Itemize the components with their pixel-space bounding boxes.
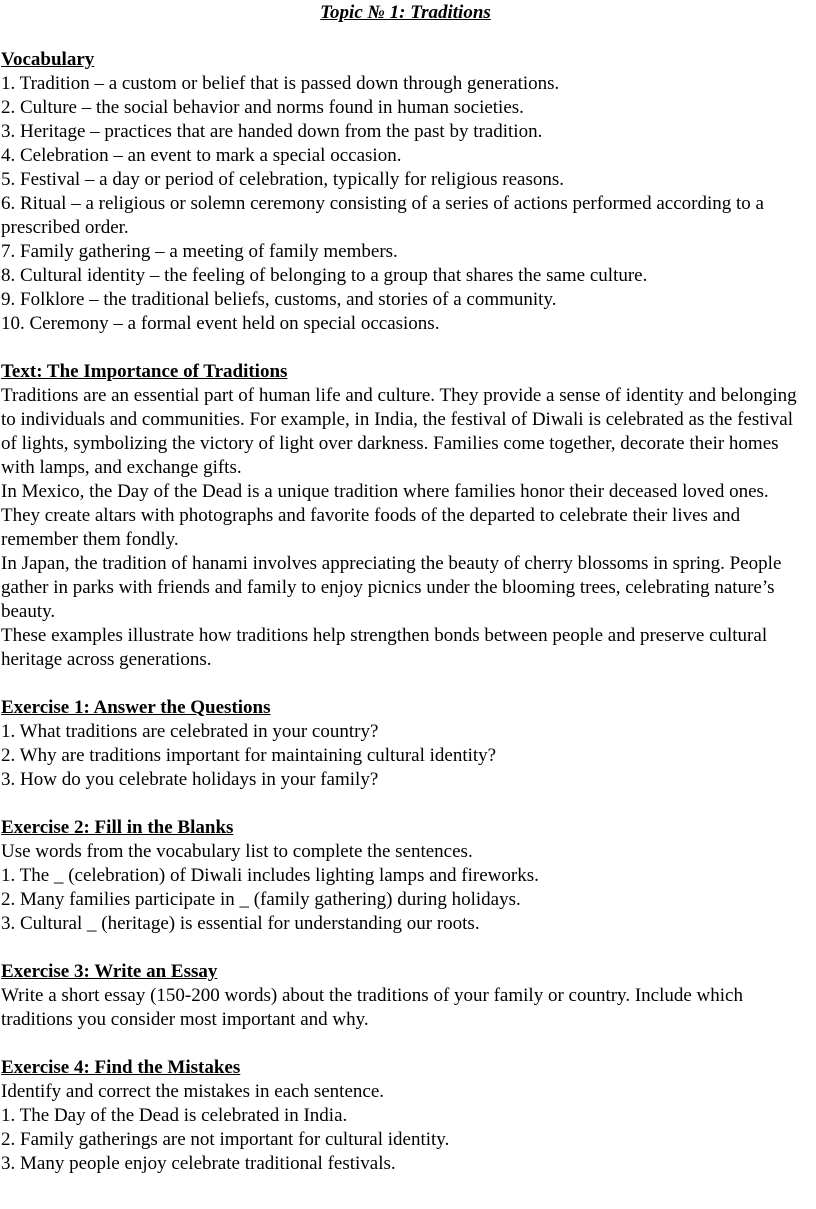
exercise-4-instruction: Identify and correct the mistakes in each sentence. [1,1081,384,1102]
exercise-4-sentence: 3. Many people enjoy celebrate traditional festivals. [1,1153,396,1174]
exercise-1-question: 3. How do you celebrate holidays in your family? [1,769,379,790]
exercise-4-heading: Exercise 4: Find the Mistakes [1,1057,241,1078]
exercise-1-question: 2. Why are traditions important for maintaining cultural identity? [1,745,497,766]
text-paragraph: These examples illustrate how traditions help strengthen bonds between people and preserve cultural heritage across generations. [1,625,768,670]
vocabulary-heading: Vocabulary [1,49,95,70]
exercise-1-heading: Exercise 1: Answer the Questions [1,697,271,718]
vocabulary-item: 8. Cultural identity – the feeling of belonging to a group that shares the same culture. [1,265,648,286]
text-paragraph: In Japan, the tradition of hanami involves appreciating the beauty of cherry blossoms in spring. People gather in parks with friends and family to enjoy picnics under the blooming trees, celebrating nature’s beauty. [1,553,782,622]
exercise-2-section [1,816,810,936]
vocabulary-item: 10. Ceremony – a formal event held on special occasions. [1,313,440,334]
text-paragraph: Traditions are an essential part of human life and culture. They provide a sense of identity and belonging to individuals and communities. For example, in India, the festival of Diwali is celebrated as the festival of lights, symbolizing the victory of light over darkness. Families come together, decorate their homes with lamps, and exchange gifts. [1,385,797,478]
exercise-2-instruction: Use words from the vocabulary list to complete the sentences. [1,841,473,862]
text-heading: Text: The Importance of Traditions [1,361,288,382]
vocabulary-item: 7. Family gathering – a meeting of family members. [1,241,398,262]
text-paragraph: In Mexico, the Day of the Dead is a unique tradition where families honor their deceased loved ones. They create altars with photographs and favorite foods of the departed to celebrate their lives and remember them fondly. [1,481,769,550]
exercise-3-heading: Exercise 3: Write an Essay [1,961,218,982]
vocabulary-item: 1. Tradition – a custom or belief that is passed down through generations. [1,73,560,94]
exercise-3-paragraph: Write a short essay (150-200 words) about the traditions of your family or country. Include which traditions you consider most important and why. [1,985,743,1030]
vocabulary-item: 5. Festival – a day or period of celebration, typically for religious reasons. [1,169,564,190]
vocabulary-item: 3. Heritage – practices that are handed down from the past by tradition. [1,121,543,142]
exercise-2-sentence: 2. Many families participate in _ (family gathering) during holidays. [1,889,521,910]
text-section [1,360,810,672]
exercise-1-section [1,696,810,792]
vocabulary-item: 6. Ritual – a religious or solemn ceremony consisting of a series of actions performed according to a prescribed order. [1,193,764,238]
page-title: Topic № 1: Traditions [320,2,491,23]
vocabulary-item: 2. Culture – the social behavior and norms found in human societies. [1,97,524,118]
exercise-2-heading: Exercise 2: Fill in the Blanks [1,817,234,838]
vocabulary-item: 9. Folklore – the traditional beliefs, customs, and stories of a community. [1,289,557,310]
exercise-3-section [1,960,810,1032]
exercise-4-sentence: 2. Family gatherings are not important for cultural identity. [1,1129,450,1150]
vocabulary-section [1,48,810,336]
exercise-2-sentence: 1. The _ (celebration) of Diwali includes lighting lamps and fireworks. [1,865,539,886]
exercise-4-section [1,1056,810,1176]
exercise-1-question: 1. What traditions are celebrated in your country? [1,721,379,742]
vocabulary-item: 4. Celebration – an event to mark a special occasion. [1,145,402,166]
exercise-4-sentence: 1. The Day of the Dead is celebrated in India. [1,1105,348,1126]
exercise-2-sentence: 3. Cultural _ (heritage) is essential for understanding our roots. [1,913,480,934]
